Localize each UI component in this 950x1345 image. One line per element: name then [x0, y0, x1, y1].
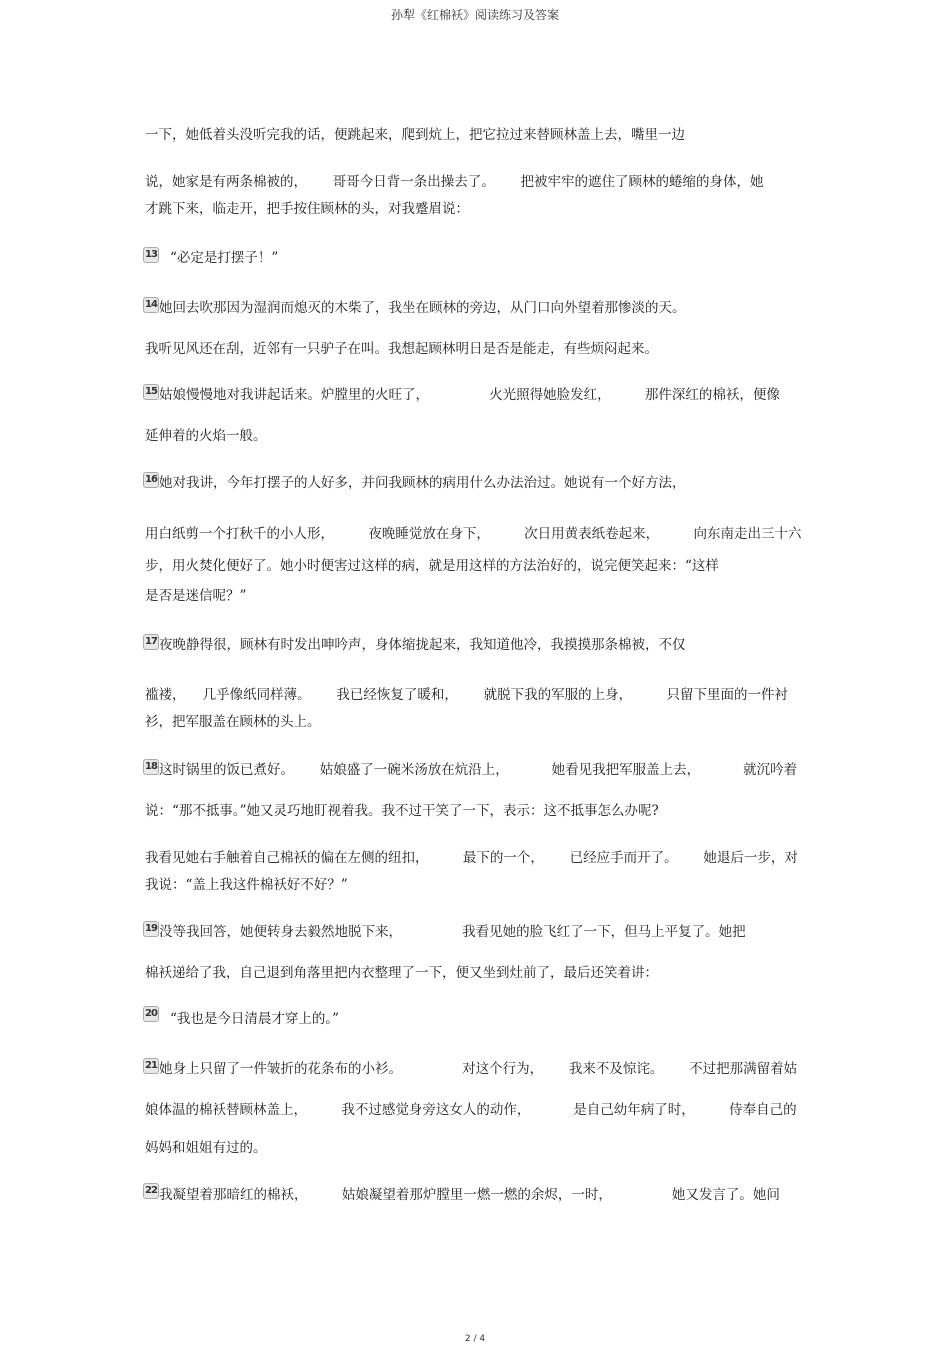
- text-line: 用白纸剪一个打秋千的小人形， 夜晚睡觉放在身下， 次日用黄表纸卷起来， 向东南走出三十六: [145, 526, 802, 542]
- page-number: 2 / 4: [464, 1334, 486, 1344]
- text-line: 延伸着的火焰一般。: [145, 428, 267, 444]
- text-line: 说：“那不抵事。”她又灵巧地盯视着我。我不过干笑了一下，表示：这不抵事怎么办呢?: [145, 803, 659, 819]
- text-line: 才跳下来，临走开，把手按住顾林的头，对我蹙眉说：: [145, 201, 469, 217]
- page-header: 孙犁《红棉袄》阅读练习及答案: [390, 8, 559, 22]
- text-line: 夜晚静得很，顾林有时发出呻吟声，身体缩拢起来，我知道他冷，我摸摸那条棉被，不仅: [159, 637, 686, 653]
- text-line: 褴褛， 几乎像纸同样薄。 我已经恢复了暖和， 就脱下我的军服的上身， 只留下里面的一件衬: [145, 687, 788, 703]
- paragraph-number-icon: 21: [143, 1058, 159, 1074]
- text-line: 步，用火焚化便好了。她小时便害过这样的病，就是用这样的方法治好的，说完便笑起来：“这样: [145, 558, 719, 574]
- text-line: “我也是今日清晨才穿上的。”: [170, 1011, 340, 1027]
- text-line: 她回去吹那因为湿润而熄灭的木柴了，我坐在顾林的旁边，从门口向外望着那惨淡的天。: [159, 300, 686, 316]
- paragraph-number-icon: 20: [143, 1006, 159, 1022]
- paragraph-number-icon: 13: [143, 247, 159, 263]
- paragraph-number-icon: 17: [143, 634, 159, 650]
- text-line: 衫，把军服盖在顾林的头上。: [145, 714, 321, 730]
- text-line: 娘体温的棉袄替顾林盖上， 我不过感觉身旁这女人的动作， 是自己幼年病了时， 侍奉自己的: [145, 1102, 797, 1118]
- text-line: 说，她家是有两条棉被的， 哥哥今日背一条出操去了。 把被牢牢的遮住了顾林的蜷缩的身体，她: [145, 174, 764, 190]
- paragraph-number-icon: 15: [143, 384, 159, 400]
- paragraph-number-icon: 14: [143, 297, 159, 313]
- text-line: 妈妈和姐姐有过的。: [145, 1140, 267, 1156]
- text-line: 我听见风还在刮，近邻有一只驴子在叫。我想起顾林明日是否是能走，有些烦闷起来。: [145, 341, 658, 357]
- text-line: 她身上只留了一件皱折的花条布的小衫。 对这个行为， 我来不及惊诧。 不过把那满留着姑: [159, 1061, 798, 1077]
- paragraph-number-icon: 18: [143, 759, 159, 775]
- text-line: 我看见她右手触着自己棉袄的偏在左侧的纽扣， 最下的一个， 已经应手而开了。 她退后一步，对: [145, 850, 798, 866]
- text-line: “必定是打摆子！”: [170, 250, 279, 266]
- paragraph-number-icon: 16: [143, 472, 159, 488]
- text-line: 是否是迷信呢？”: [145, 588, 247, 604]
- text-line: 她对我讲，今年打摆子的人好多，并问我顾林的病用什么办法治过。她说有一个好方法，: [159, 475, 686, 491]
- text-line: 棉袄递给了我，自己退到角落里把内衣整理了一下，便又坐到灶前了，最后还笑着讲：: [145, 965, 658, 981]
- paragraph-number-icon: 19: [143, 921, 159, 937]
- text-line: 我凝望着那暗红的棉袄， 姑娘凝望着那炉膛里一燃一燃的余烬，一时， 她又发言了。她问: [159, 1187, 780, 1203]
- text-line: 我说：“盖上我这件棉袄好不好？”: [145, 877, 348, 893]
- paragraph-number-icon: 22: [143, 1183, 159, 1199]
- text-line: 姑娘慢慢地对我讲起话来。炉膛里的火旺了， 火光照得她脸发红， 那件深红的棉袄，便像: [159, 387, 780, 403]
- text-line: 没等我回答，她便转身去毅然地脱下来， 我看见她的脸飞红了一下，但马上平复了。她把: [159, 924, 746, 940]
- text-line: 这时锅里的饭已煮好。 姑娘盛了一碗米汤放在炕沿上， 她看见我把军服盖上去， 就沉吟着: [159, 762, 798, 778]
- text-line: 一下，她低着头没听完我的话，便跳起来，爬到炕上，把它拉过来替顾林盖上去，嘴里一边: [145, 127, 685, 143]
